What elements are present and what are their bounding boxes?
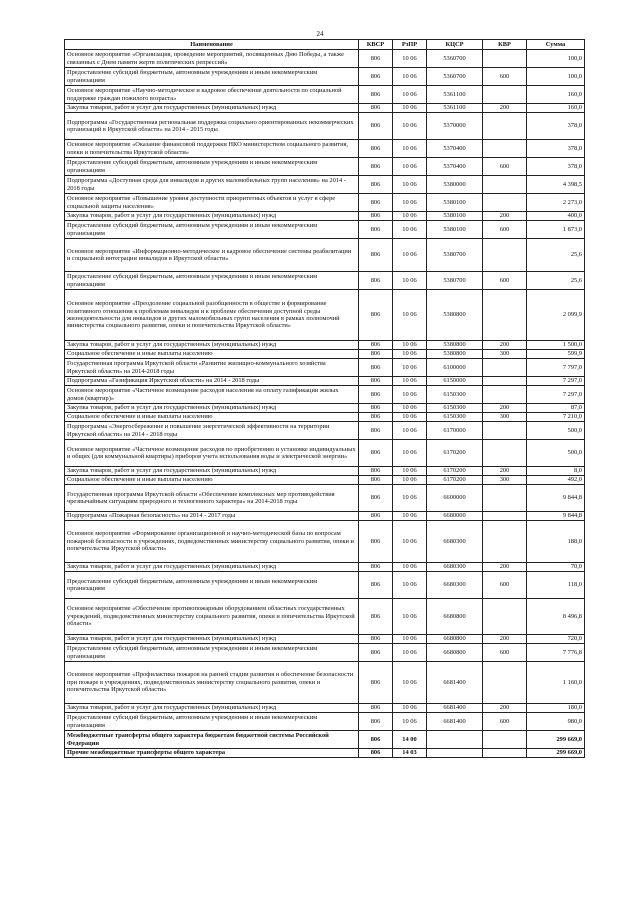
cell-name: Закупка товаров, работ и услуг для государственных (муниципальных) нужд bbox=[65, 212, 359, 221]
cell-kvsr: 806 bbox=[359, 422, 393, 440]
cell-kvsr: 806 bbox=[359, 749, 393, 758]
cell-kvr bbox=[483, 290, 527, 341]
table-row bbox=[65, 644, 585, 662]
cell-kvr bbox=[483, 422, 527, 440]
cell-rzpr: 10 06 bbox=[393, 104, 427, 113]
cell-rzpr: 10 06 bbox=[393, 467, 427, 476]
cell-kvsr: 806 bbox=[359, 104, 393, 113]
cell-kvsr: 806 bbox=[359, 572, 393, 599]
cell-rzpr: 10 06 bbox=[393, 572, 427, 599]
cell-kcsr: 5361100 bbox=[427, 86, 483, 104]
cell-kcsr: 6150300 bbox=[427, 404, 483, 413]
cell-sum: 160,0 bbox=[527, 86, 585, 104]
cell-name: Закупка товаров, работ и услуг для государственных (муниципальных) нужд bbox=[65, 404, 359, 413]
cell-kcsr: 6600000 bbox=[427, 485, 483, 512]
cell-kcsr: 6100000 bbox=[427, 359, 483, 377]
cell-rzpr: 10 06 bbox=[393, 158, 427, 176]
cell-kvr bbox=[483, 377, 527, 386]
header-kvr: КВР bbox=[483, 40, 527, 50]
cell-rzpr: 10 06 bbox=[393, 563, 427, 572]
cell-kvsr: 806 bbox=[359, 290, 393, 341]
table-row bbox=[65, 194, 585, 212]
table-row bbox=[65, 272, 585, 290]
cell-kvr: 600 bbox=[483, 221, 527, 239]
cell-sum: 8 496,8 bbox=[527, 599, 585, 635]
cell-kcsr: 6170000 bbox=[427, 422, 483, 440]
cell-kvsr: 806 bbox=[359, 113, 393, 140]
cell-sum: 1 500,0 bbox=[527, 341, 585, 350]
cell-kvr: 200 bbox=[483, 404, 527, 413]
cell-name: Предоставление субсидий бюджетным, автономным учреждениям и иным некоммерческим организациям bbox=[65, 68, 359, 86]
cell-name: Подпрограмма «Энергосбережение и повышение энергетической эффективности на территории Иркутской области» на 2014 - 2018 годы bbox=[65, 422, 359, 440]
cell-kcsr: 6170200 bbox=[427, 467, 483, 476]
cell-kvr: 200 bbox=[483, 104, 527, 113]
cell-kvsr: 806 bbox=[359, 644, 393, 662]
cell-kcsr: 6150300 bbox=[427, 386, 483, 404]
cell-kvsr: 806 bbox=[359, 239, 393, 272]
cell-name: Подпрограмма «Пожарная безопасность» на 2014 - 2017 годы bbox=[65, 512, 359, 521]
cell-kvr bbox=[483, 386, 527, 404]
cell-name: Предоставление субсидий бюджетным, автономным учреждениям и иным некоммерческим организациям bbox=[65, 644, 359, 662]
cell-rzpr: 10 06 bbox=[393, 644, 427, 662]
cell-rzpr: 10 06 bbox=[393, 413, 427, 422]
cell-name: Основное мероприятие «Преодоление социальной разобщенности в обществе и формирование позитивного отношения к проблемам инвалидов и к проблеме обеспечения доступной среды жизнедеятельности для инвалидов и других маломобильных групп населения в рамках полномочий министерства социального развития, опеки и попечительства Иркутской области» bbox=[65, 290, 359, 341]
cell-sum: 25,6 bbox=[527, 272, 585, 290]
cell-kvr: 600 bbox=[483, 158, 527, 176]
cell-sum: 118,0 bbox=[527, 572, 585, 599]
cell-rzpr: 10 06 bbox=[393, 86, 427, 104]
table-row bbox=[65, 140, 585, 158]
cell-kvr: 600 bbox=[483, 713, 527, 731]
cell-kvsr: 806 bbox=[359, 158, 393, 176]
table-row bbox=[65, 512, 585, 521]
cell-name: Подпрограмма «Доступная среда для инвалидов и других маломобильных групп населения» на 2014 - 2018 годы bbox=[65, 176, 359, 194]
cell-name: Предоставление субсидий бюджетным, автономным учреждениям и иным некоммерческим организациям bbox=[65, 572, 359, 599]
cell-kvr: 600 bbox=[483, 272, 527, 290]
cell-rzpr: 10 06 bbox=[393, 662, 427, 704]
table-row bbox=[65, 749, 585, 758]
cell-sum: 720,0 bbox=[527, 635, 585, 644]
cell-sum: 180,0 bbox=[527, 704, 585, 713]
cell-sum: 7 210,0 bbox=[527, 413, 585, 422]
cell-kvr: 600 bbox=[483, 644, 527, 662]
cell-sum: 70,0 bbox=[527, 563, 585, 572]
cell-kvsr: 806 bbox=[359, 377, 393, 386]
cell-name: Закупка товаров, работ и услуг для государственных (муниципальных) нужд bbox=[65, 341, 359, 350]
cell-kvsr: 806 bbox=[359, 359, 393, 377]
cell-kcsr: 5370400 bbox=[427, 158, 483, 176]
table-row bbox=[65, 521, 585, 563]
cell-sum: 980,0 bbox=[527, 713, 585, 731]
cell-sum: 188,0 bbox=[527, 521, 585, 563]
cell-name: Основное мероприятие «Частичное возмещение расходов по приобретению и установке индивидуальных и общих (для коммунальной квартиры) приборов учета использования воды и электрической энергии» bbox=[65, 440, 359, 467]
cell-kcsr: 6681400 bbox=[427, 662, 483, 704]
cell-sum: 500,0 bbox=[527, 440, 585, 467]
cell-kvr: 200 bbox=[483, 704, 527, 713]
cell-sum: 2 099,9 bbox=[527, 290, 585, 341]
cell-kvr: 600 bbox=[483, 68, 527, 86]
table-row bbox=[65, 350, 585, 359]
header-kcsr: КЦСР bbox=[427, 40, 483, 50]
header-name: Наименование bbox=[65, 40, 359, 50]
cell-sum: 599,9 bbox=[527, 350, 585, 359]
cell-kvr bbox=[483, 176, 527, 194]
cell-kvsr: 806 bbox=[359, 413, 393, 422]
cell-sum: 8,0 bbox=[527, 467, 585, 476]
cell-kcsr: 6680800 bbox=[427, 599, 483, 635]
cell-kvsr: 806 bbox=[359, 467, 393, 476]
cell-name: Предоставление субсидий бюджетным, автономным учреждениям и иным некоммерческим организациям bbox=[65, 221, 359, 239]
cell-kvr bbox=[483, 113, 527, 140]
cell-rzpr: 10 06 bbox=[393, 212, 427, 221]
table-header-row bbox=[65, 40, 585, 50]
page-number: 24 bbox=[316, 30, 324, 38]
cell-kvsr: 806 bbox=[359, 194, 393, 212]
cell-name: Основное мероприятие «Информационно-методическое и кадровое обеспечение системы реабилитации и социальной интеграции инвалидов в Иркутской области» bbox=[65, 239, 359, 272]
table-row bbox=[65, 413, 585, 422]
table-row bbox=[65, 104, 585, 113]
cell-kvr: 200 bbox=[483, 341, 527, 350]
table-row bbox=[65, 386, 585, 404]
table-row bbox=[65, 635, 585, 644]
cell-kvsr: 806 bbox=[359, 512, 393, 521]
table-row bbox=[65, 86, 585, 104]
cell-kvr: 200 bbox=[483, 212, 527, 221]
cell-sum: 100,0 bbox=[527, 68, 585, 86]
cell-sum: 100,0 bbox=[527, 50, 585, 68]
table-row bbox=[65, 290, 585, 341]
cell-kvsr: 806 bbox=[359, 713, 393, 731]
cell-kcsr: 5380700 bbox=[427, 272, 483, 290]
cell-kvr bbox=[483, 662, 527, 704]
cell-kvr bbox=[483, 140, 527, 158]
cell-rzpr: 10 06 bbox=[393, 404, 427, 413]
cell-kvr: 200 bbox=[483, 467, 527, 476]
cell-kvsr: 806 bbox=[359, 68, 393, 86]
cell-kcsr: 6680300 bbox=[427, 572, 483, 599]
cell-kvr: 300 bbox=[483, 476, 527, 485]
cell-name: Закупка товаров, работ и услуг для государственных (муниципальных) нужд bbox=[65, 635, 359, 644]
cell-sum: 299 669,0 bbox=[527, 731, 585, 749]
cell-sum: 87,0 bbox=[527, 404, 585, 413]
cell-kvsr: 806 bbox=[359, 440, 393, 467]
cell-kvsr: 806 bbox=[359, 86, 393, 104]
cell-kcsr bbox=[427, 731, 483, 749]
table-row bbox=[65, 341, 585, 350]
cell-rzpr: 10 06 bbox=[393, 512, 427, 521]
cell-rzpr: 10 06 bbox=[393, 176, 427, 194]
cell-kcsr: 5380000 bbox=[427, 176, 483, 194]
table-row bbox=[65, 239, 585, 272]
cell-kcsr: 5380100 bbox=[427, 221, 483, 239]
cell-sum: 378,0 bbox=[527, 158, 585, 176]
cell-kvr: 200 bbox=[483, 563, 527, 572]
cell-rzpr: 10 06 bbox=[393, 485, 427, 512]
cell-kcsr: 6150300 bbox=[427, 413, 483, 422]
cell-kcsr: 6680300 bbox=[427, 563, 483, 572]
cell-name: Предоставление субсидий бюджетным, автономным учреждениям и иным некоммерческим организациям bbox=[65, 272, 359, 290]
cell-rzpr: 10 06 bbox=[393, 68, 427, 86]
table-row bbox=[65, 68, 585, 86]
cell-name: Государственная программа Иркутской области «Обеспечение комплексных мер противодействия чрезвычайным ситуациям природного и техногенного характера» на 2014-2018 годы bbox=[65, 485, 359, 512]
cell-rzpr: 10 06 bbox=[393, 50, 427, 68]
cell-rzpr: 10 06 bbox=[393, 272, 427, 290]
cell-kcsr: 6680800 bbox=[427, 635, 483, 644]
cell-kvsr: 806 bbox=[359, 599, 393, 635]
cell-rzpr: 10 06 bbox=[393, 521, 427, 563]
cell-kcsr: 5361100 bbox=[427, 104, 483, 113]
cell-name: Закупка товаров, работ и услуг для государственных (муниципальных) нужд bbox=[65, 704, 359, 713]
cell-kcsr: 6170200 bbox=[427, 440, 483, 467]
cell-kvr bbox=[483, 440, 527, 467]
cell-kcsr: 5380700 bbox=[427, 239, 483, 272]
cell-kvr bbox=[483, 359, 527, 377]
cell-kcsr: 5380800 bbox=[427, 350, 483, 359]
cell-name: Межбюджетные трансферты общего характера бюджетам бюджетной системы Российской Федерации bbox=[65, 731, 359, 749]
cell-name: Социальное обеспечение и иные выплаты населению bbox=[65, 476, 359, 485]
cell-sum: 1 160,0 bbox=[527, 662, 585, 704]
cell-sum: 7 297,0 bbox=[527, 386, 585, 404]
cell-kcsr bbox=[427, 749, 483, 758]
table-row bbox=[65, 158, 585, 176]
cell-rzpr: 10 06 bbox=[393, 422, 427, 440]
cell-kcsr: 5360700 bbox=[427, 68, 483, 86]
cell-sum: 9 844,8 bbox=[527, 485, 585, 512]
cell-name: Подпрограмма «Государственная региональная поддержка социально ориентированных некоммерческих организаций в Иркутской области» на 2014 - 2015 годы bbox=[65, 113, 359, 140]
cell-rzpr: 10 06 bbox=[393, 386, 427, 404]
cell-kvr bbox=[483, 50, 527, 68]
cell-kvsr: 806 bbox=[359, 635, 393, 644]
table-row bbox=[65, 221, 585, 239]
header-sum: Сумма bbox=[527, 40, 585, 50]
cell-kcsr: 6680300 bbox=[427, 521, 483, 563]
table-row bbox=[65, 467, 585, 476]
table-row bbox=[65, 731, 585, 749]
table-row bbox=[65, 212, 585, 221]
cell-kcsr: 6680800 bbox=[427, 644, 483, 662]
table-row bbox=[65, 113, 585, 140]
table-row bbox=[65, 422, 585, 440]
cell-kvsr: 806 bbox=[359, 563, 393, 572]
cell-name: Основное мероприятие «Профилактика пожаров на ранней стадии развития и обеспечение безопасности при пожаре в учреждениях, подведомственных министерству социального развития, опеки и попечительства Иркутской области» bbox=[65, 662, 359, 704]
cell-sum: 299 669,0 bbox=[527, 749, 585, 758]
cell-kvsr: 806 bbox=[359, 341, 393, 350]
cell-kcsr: 6170200 bbox=[427, 476, 483, 485]
cell-kcsr: 5370400 bbox=[427, 140, 483, 158]
cell-kcsr: 6681400 bbox=[427, 704, 483, 713]
cell-rzpr: 10 06 bbox=[393, 341, 427, 350]
cell-sum: 4 398,5 bbox=[527, 176, 585, 194]
cell-rzpr: 14 00 bbox=[393, 731, 427, 749]
cell-kvr bbox=[483, 485, 527, 512]
cell-kvsr: 806 bbox=[359, 485, 393, 512]
table-row bbox=[65, 377, 585, 386]
cell-kvr bbox=[483, 239, 527, 272]
cell-name: Предоставление субсидий бюджетным, автономным учреждениям и иным некоммерческим организациям bbox=[65, 158, 359, 176]
cell-rzpr: 10 06 bbox=[393, 290, 427, 341]
cell-name: Основное мероприятие «Оказание финансовой поддержки НКО министерством социального развития, опеки и попечительства Иркутской области» bbox=[65, 140, 359, 158]
cell-kvsr: 806 bbox=[359, 662, 393, 704]
table-row bbox=[65, 563, 585, 572]
cell-rzpr: 10 06 bbox=[393, 476, 427, 485]
cell-rzpr: 10 06 bbox=[393, 713, 427, 731]
cell-name: Подпрограмма «Газификация Иркутской области» на 2014 - 2018 годы bbox=[65, 377, 359, 386]
cell-name: Основное мероприятие «Организация, проведение мероприятий, посвященных Дню Победы, а также связанных с Днем памяти жертв политических репрессий» bbox=[65, 50, 359, 68]
budget-table bbox=[64, 39, 585, 758]
cell-name: Основное мероприятие «Научно-методическое и кадровое обеспечение деятельности по социальной поддержке граждан пожилого возраста» bbox=[65, 86, 359, 104]
cell-rzpr: 10 06 bbox=[393, 704, 427, 713]
header-kvsr: КВСР bbox=[359, 40, 393, 50]
cell-sum: 9 844,8 bbox=[527, 512, 585, 521]
cell-rzpr: 10 06 bbox=[393, 377, 427, 386]
cell-kcsr: 6681400 bbox=[427, 713, 483, 731]
table-row bbox=[65, 359, 585, 377]
cell-rzpr: 10 06 bbox=[393, 194, 427, 212]
cell-name: Закупка товаров, работ и услуг для государственных (муниципальных) нужд bbox=[65, 467, 359, 476]
cell-rzpr: 14 03 bbox=[393, 749, 427, 758]
cell-sum: 25,6 bbox=[527, 239, 585, 272]
cell-sum: 492,0 bbox=[527, 476, 585, 485]
table-row bbox=[65, 176, 585, 194]
table-body bbox=[65, 50, 585, 758]
table-row bbox=[65, 704, 585, 713]
cell-sum: 500,0 bbox=[527, 422, 585, 440]
cell-rzpr: 10 06 bbox=[393, 140, 427, 158]
cell-rzpr: 10 06 bbox=[393, 239, 427, 272]
cell-kcsr: 5360700 bbox=[427, 50, 483, 68]
cell-name: Социальное обеспечение и иные выплаты населению bbox=[65, 413, 359, 422]
table-row bbox=[65, 404, 585, 413]
cell-rzpr: 10 06 bbox=[393, 359, 427, 377]
cell-kvr: 300 bbox=[483, 350, 527, 359]
cell-kvsr: 806 bbox=[359, 704, 393, 713]
cell-kvsr: 806 bbox=[359, 476, 393, 485]
cell-kcsr: 6150000 bbox=[427, 377, 483, 386]
cell-name: Государственная программа Иркутской области «Развитие жилищно-коммунального хозяйства Иркутской области» на 2014-2018 годы bbox=[65, 359, 359, 377]
cell-name: Социальное обеспечение и иные выплаты населению bbox=[65, 350, 359, 359]
table-row bbox=[65, 50, 585, 68]
cell-name: Основное мероприятие «Повышение уровня доступности приоритетных объектов и услуг в сфере социальной защиты населения» bbox=[65, 194, 359, 212]
cell-sum: 7 776,8 bbox=[527, 644, 585, 662]
cell-sum: 378,0 bbox=[527, 113, 585, 140]
table-row bbox=[65, 485, 585, 512]
cell-name: Прочие межбюджетные трансферты общего характера bbox=[65, 749, 359, 758]
cell-rzpr: 10 06 bbox=[393, 599, 427, 635]
cell-kvr: 200 bbox=[483, 635, 527, 644]
table-row bbox=[65, 572, 585, 599]
cell-sum: 7 797,0 bbox=[527, 359, 585, 377]
cell-kcsr: 5380100 bbox=[427, 212, 483, 221]
cell-kcsr: 5380100 bbox=[427, 194, 483, 212]
cell-kvsr: 806 bbox=[359, 731, 393, 749]
cell-kvr bbox=[483, 521, 527, 563]
cell-name: Основное мероприятие «Обеспечение противопожарным оборудованием областных государственных учреждений, подведомственных министерству социального развития, опеки и попечительства Иркутской области» bbox=[65, 599, 359, 635]
cell-rzpr: 10 06 bbox=[393, 635, 427, 644]
cell-kvr bbox=[483, 512, 527, 521]
cell-kvsr: 806 bbox=[359, 221, 393, 239]
table-row bbox=[65, 662, 585, 704]
cell-kvsr: 806 bbox=[359, 350, 393, 359]
cell-kvsr: 806 bbox=[359, 521, 393, 563]
cell-kvsr: 806 bbox=[359, 140, 393, 158]
table-row bbox=[65, 599, 585, 635]
cell-name: Закупка товаров, работ и услуг для государственных (муниципальных) нужд bbox=[65, 563, 359, 572]
header-rzpr: РзПР bbox=[393, 40, 427, 50]
cell-kvsr: 806 bbox=[359, 272, 393, 290]
cell-kvr bbox=[483, 599, 527, 635]
cell-kvr bbox=[483, 194, 527, 212]
table-row bbox=[65, 713, 585, 731]
cell-kvr: 600 bbox=[483, 572, 527, 599]
cell-sum: 1 873,0 bbox=[527, 221, 585, 239]
cell-name: Закупка товаров, работ и услуг для государственных (муниципальных) нужд bbox=[65, 104, 359, 113]
cell-kvr bbox=[483, 731, 527, 749]
cell-kvsr: 806 bbox=[359, 386, 393, 404]
cell-kcsr: 5380800 bbox=[427, 290, 483, 341]
cell-sum: 400,0 bbox=[527, 212, 585, 221]
cell-kvsr: 806 bbox=[359, 50, 393, 68]
cell-kvr bbox=[483, 749, 527, 758]
cell-rzpr: 10 06 bbox=[393, 440, 427, 467]
cell-kcsr: 5380800 bbox=[427, 341, 483, 350]
cell-name: Основное мероприятие «Частичное возмещение расходов населения на оплату газификации жилых домов (квартир)» bbox=[65, 386, 359, 404]
cell-name: Предоставление субсидий бюджетным, автономным учреждениям и иным некоммерческим организациям bbox=[65, 713, 359, 731]
cell-kvsr: 806 bbox=[359, 176, 393, 194]
cell-sum: 160,0 bbox=[527, 104, 585, 113]
cell-sum: 2 273,0 bbox=[527, 194, 585, 212]
cell-kvr bbox=[483, 86, 527, 104]
table-row bbox=[65, 440, 585, 467]
cell-kvr: 300 bbox=[483, 413, 527, 422]
cell-kcsr: 6680000 bbox=[427, 512, 483, 521]
table-row bbox=[65, 476, 585, 485]
cell-kvsr: 806 bbox=[359, 404, 393, 413]
cell-rzpr: 10 06 bbox=[393, 221, 427, 239]
cell-kvsr: 806 bbox=[359, 212, 393, 221]
cell-rzpr: 10 06 bbox=[393, 113, 427, 140]
cell-sum: 378,0 bbox=[527, 140, 585, 158]
cell-name: Основное мероприятие «Формирование организационной и научно-методической базы по вопросам пожарной безопасности в учреждениях, подведомственных министерству социального развития, опеки и попечительства Иркутской области» bbox=[65, 521, 359, 563]
cell-rzpr: 10 06 bbox=[393, 350, 427, 359]
cell-kcsr: 5370000 bbox=[427, 113, 483, 140]
cell-sum: 7 297,0 bbox=[527, 377, 585, 386]
